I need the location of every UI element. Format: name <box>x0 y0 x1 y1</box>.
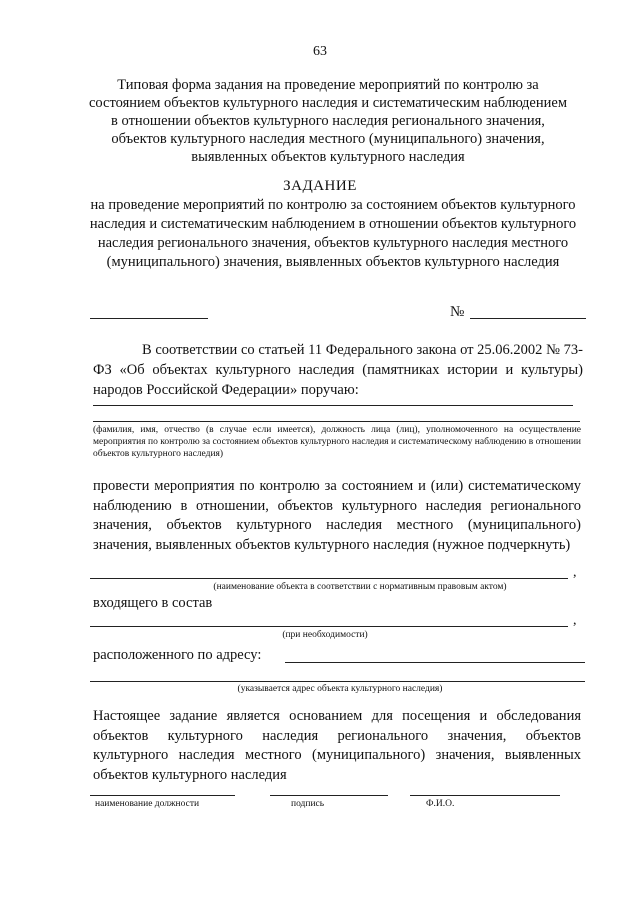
page-number: 63 <box>313 44 327 59</box>
form-heading: Типовая форма задания на проведение мероприятий по контролю за состоянием объектов культурного наследия и систематическим наблюдением в отношении объектов культурного наследия регионального значения, объектов культурного наследия местного (муниципального) значения, выявленных объектов культурного наследия <box>89 77 567 165</box>
position-line <box>90 795 235 796</box>
official-line-2 <box>93 421 580 422</box>
official-note: (фамилия, имя, отчество (в случае если имеется), должность лица (лиц), уполномоченного на осуществление мероприятия по контролю за состоянием объектов культурного наследия и систематическому наблюдению в отношении объектов культурного наследия) <box>93 425 581 459</box>
if-needed-note: (при необходимости) <box>282 630 368 640</box>
signature-line <box>270 795 388 796</box>
address-note: (указывается адрес объекта культурного наследия) <box>237 684 443 694</box>
document-subtitle: на проведение мероприятий по контролю за состоянием объектов культурного наследия и систематическим наблюдением в отношении объектов культурного наследия регионального значения, объектов культурного наследия местного (муниципального) значения, выявленных объектов культурного наследия <box>89 197 577 270</box>
closing-paragraph: Настоящее задание является основанием для посещения и обследования объектов культурного наследия регионального значения, объектов культурного наследия местного (муниципального) значения, выявленных объектов культурного наследия <box>93 708 581 783</box>
task-paragraph: провести мероприятия по контролю за состоянием и (или) систематическому наблюдению в отношении, объектов культурного наследия регионального значения, объектов культурного наследия местного (муниципального) значения, выявленных объектов культурного наследия (нужное подчеркнуть) <box>93 478 581 553</box>
number-sign: № <box>450 304 465 320</box>
document-title: ЗАДАНИЕ <box>283 178 357 194</box>
basis-text: В соответствии со статьей 11 Федерального закона от 25.06.2002 № 73-ФЗ «Об объектах культурного наследия (памятниках истории и культуры) народов Российской Федерации» поручаю: <box>93 342 583 398</box>
comma-2: , <box>573 613 577 628</box>
signature-label: подпись <box>291 799 325 809</box>
number-line <box>470 318 586 319</box>
address-line-1 <box>285 662 585 663</box>
object-name-note: (наименование объекта в соответствии с нормативным правовым актом) <box>213 582 507 592</box>
address-label: расположенного по адресу: <box>93 647 262 663</box>
name-label: Ф.И.О. <box>426 799 455 809</box>
composition-line <box>90 626 568 627</box>
name-line <box>410 795 560 796</box>
basis-paragraph <box>93 340 583 400</box>
part-of-label: входящего в состав <box>93 595 213 611</box>
address-line-2 <box>90 681 585 682</box>
official-line <box>93 405 573 406</box>
object-name-line <box>90 578 568 579</box>
date-line <box>90 318 208 319</box>
position-label: наименование должности <box>95 799 200 809</box>
comma-1: , <box>573 565 577 580</box>
